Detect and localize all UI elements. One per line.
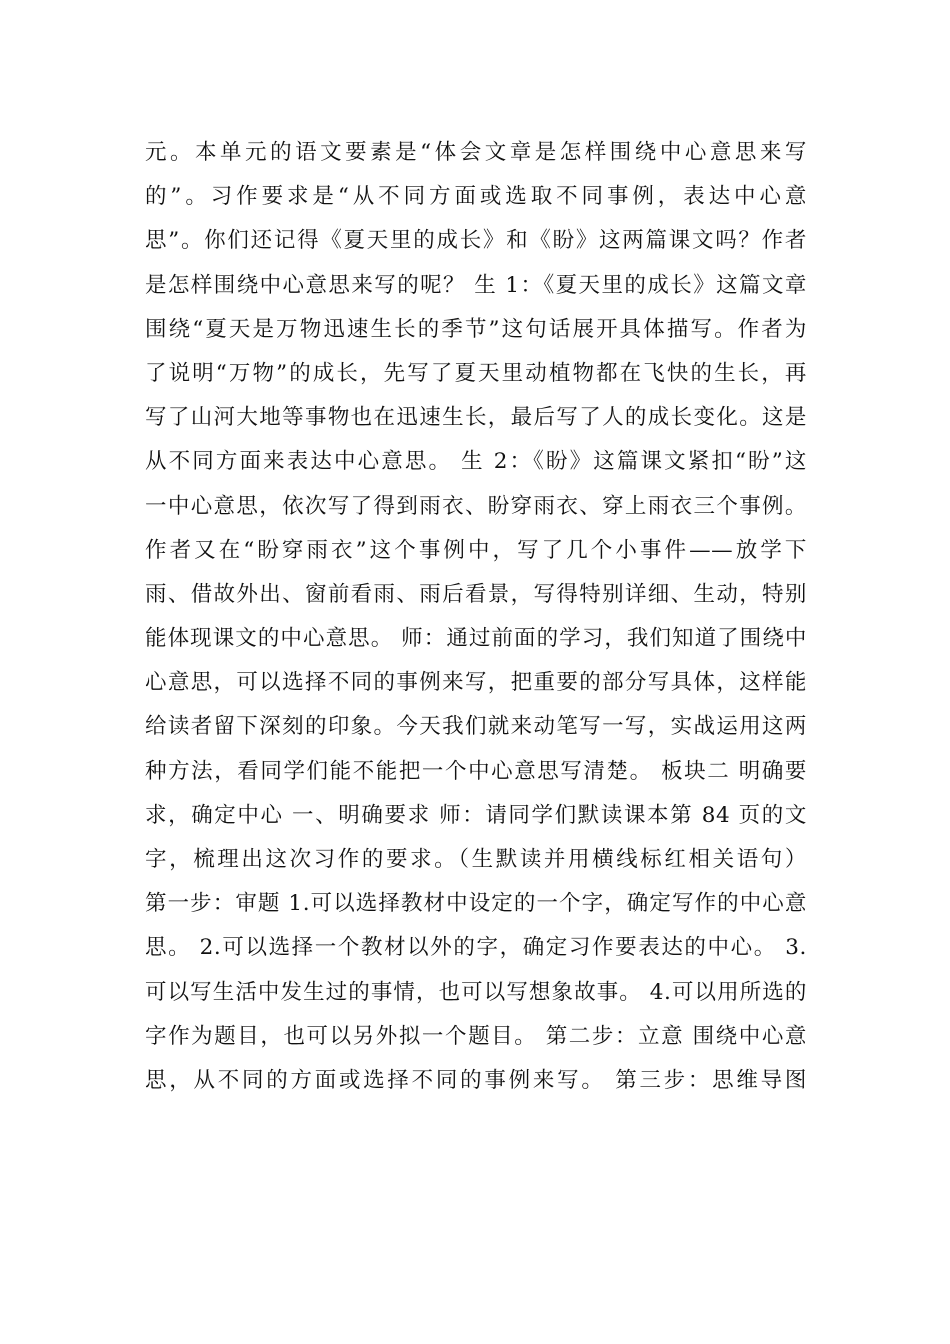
text-line: 求，确定中心 一、明确要求 师：请同学们默读课本第 84 页的文 — [145, 802, 807, 828]
text-line: 了说明“万物”的成长，先写了夏天里动植物都在飞快的生长，再 — [145, 360, 807, 386]
text-line: 作者又在“盼穿雨衣”这个事例中，写了几个小事件——放学下 — [145, 537, 807, 563]
text-line: 写了山河大地等事物也在迅速生长，最后写了人的成长变化。这是 — [145, 405, 807, 431]
text-line: 围绕“夏天是万物迅速生长的季节”这句话展开具体描写。作者为 — [145, 316, 807, 342]
text-line: 可以写生活中发生过的事情，也可以写想象故事。 4.可以用所选的 — [145, 979, 807, 1005]
text-line: 心意思，可以选择不同的事例来写，把重要的部分写具体，这样能 — [145, 670, 807, 696]
text-line: 的”。习作要求是“从不同方面或选取不同事例，表达中心意 — [145, 184, 807, 210]
text-line: 从不同方面来表达中心意思。 生 2：《盼》这篇课文紧扣“盼”这 — [145, 449, 807, 475]
text-line: 思。 2.可以选择一个教材以外的字，确定习作要表达的中心。 3. — [145, 935, 807, 961]
body-text — [145, 131, 807, 1103]
text-line: 字作为题目，也可以另外拟一个题目。 第二步：立意 围绕中心意 — [145, 1023, 807, 1049]
text-line: 思”。你们还记得《夏天里的成长》和《盼》这两篇课文吗？作者 — [145, 228, 807, 254]
text-line: 是怎样围绕中心意思来写的呢？ 生 1：《夏天里的成长》这篇文章 — [145, 272, 807, 298]
text-line: 能体现课文的中心意思。 师：通过前面的学习，我们知道了围绕中 — [145, 626, 807, 652]
text-line: 种方法，看同学们能不能把一个中心意思写清楚。 板块二 明确要 — [145, 758, 807, 784]
text-line: 第一步：审题 1.可以选择教材中设定的一个字，确定写作的中心意 — [145, 891, 807, 917]
text-line: 一中心意思，依次写了得到雨衣、盼穿雨衣、穿上雨衣三个事例。 — [145, 493, 807, 519]
text-line: 给读者留下深刻的印象。今天我们就来动笔写一写，实战运用这两 — [145, 714, 807, 740]
text-line: 雨、借故外出、窗前看雨、雨后看景，写得特别详细、生动，特别 — [145, 581, 807, 607]
text-line: 元。本单元的语文要素是“体会文章是怎样围绕中心意思来写 — [145, 140, 807, 165]
text-line: 字，梳理出这次习作的要求。（生默读并用横线标红相关语句） — [145, 847, 807, 872]
text-line: 思，从不同的方面或选择不同的事例来写。 第三步：思维导图 — [145, 1067, 807, 1093]
